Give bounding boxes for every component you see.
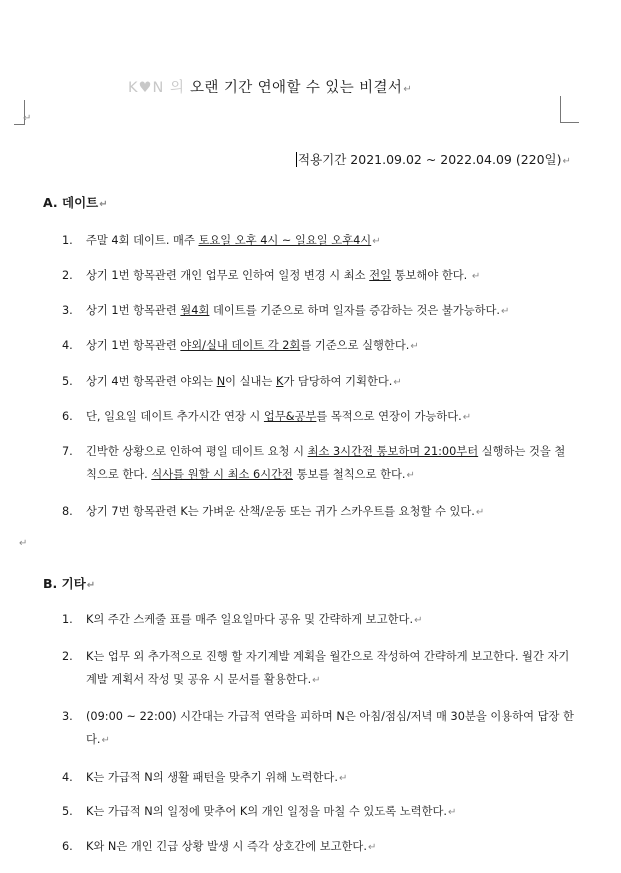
paragraph-mark-icon: ↵	[101, 735, 110, 746]
list-item	[62, 835, 574, 859]
application-period	[296, 150, 571, 168]
text-run: 상기 1번 항목관련	[86, 339, 181, 352]
paragraph-mark-icon: ↵	[86, 580, 96, 591]
paragraph-mark-icon: ↵	[475, 507, 485, 518]
item-number: 7.	[62, 445, 73, 458]
item-text	[86, 334, 574, 358]
list-item	[62, 608, 574, 632]
item-number: 8.	[62, 505, 73, 518]
item-text	[86, 299, 574, 323]
item-text	[86, 608, 574, 632]
text-run: 주말 4회 데이트. 매주	[86, 234, 199, 247]
item-number: 5.	[62, 375, 73, 388]
item-number: 2.	[62, 650, 73, 663]
paragraph-mark-icon: ↵	[414, 615, 423, 626]
paragraph-mark-icon: ↵	[462, 412, 472, 423]
text-cursor	[296, 152, 297, 167]
text-run: 실행하는 것을 철칙으로 한다.	[86, 445, 566, 481]
item-text	[86, 405, 574, 429]
list-item	[62, 800, 574, 824]
page-corner-mark-right	[560, 96, 579, 123]
item-text	[86, 705, 574, 752]
text-run: K는 업무 외 추가적으로 진행 할 자기계발 계획을 월간으로 작성하여 간략하게 보고한다. 월간 자기계발 계획서 작성 및 공유 시 문서를 활용한다.	[86, 650, 570, 686]
item-text	[86, 645, 574, 692]
underlined-text: 토요일 오후 4시 ~ 일요일 오후4시	[198, 234, 372, 247]
text-run: 가 담당하여 기획한다.	[283, 375, 393, 388]
paragraph-mark-icon: ↵	[338, 773, 348, 784]
text-run: 통보를 철칙으로 한다.	[292, 468, 406, 481]
paragraph-mark-icon: ↵	[471, 271, 481, 282]
item-text	[86, 500, 574, 524]
text-run: 긴박한 상황으로 인하여 평일 데이트 요청 시	[86, 445, 308, 458]
underlined-text: 월4회	[180, 304, 210, 317]
paragraph-mark-icon: ↵	[99, 199, 108, 210]
text-run: 상기 1번 항목관련 개인 업무로 인하여 일정 변경 시 최소	[86, 269, 370, 282]
paragraph-mark-icon: ↵	[403, 84, 413, 95]
paragraph-mark-icon: ↵	[23, 113, 32, 124]
text-run: 를 기준으로 실행한다.	[300, 339, 410, 352]
section-label: B. 기타	[43, 576, 86, 591]
item-number: 3.	[62, 710, 73, 723]
section-heading-a	[43, 193, 108, 211]
paragraph-mark-icon: ↵	[448, 807, 457, 818]
text-run: K는 가급적 N의 일정에 맞추어 K의 개인 일정을 마칠 수 있도록 노력한다.	[86, 805, 448, 818]
item-text	[86, 835, 574, 859]
paragraph-mark-icon: ↵	[410, 341, 419, 352]
paragraph-mark-icon: ↵	[393, 377, 402, 388]
item-number: 2.	[62, 269, 73, 282]
item-text	[86, 229, 574, 253]
text-run: 통보해야 한다.	[391, 269, 471, 282]
text-run: 상기 1번 항목관련	[86, 304, 181, 317]
text-run: K는 가급적 N의 생활 패턴을 맞추기 위해 노력한다.	[86, 771, 338, 784]
paragraph-mark-icon: ↵	[367, 842, 377, 853]
text-run: K와 N은 개인 긴급 상황 발생 시 즉각 상호간에 보고한다.	[86, 840, 367, 853]
list-item	[62, 334, 574, 358]
item-number: 4.	[62, 339, 73, 352]
list-item	[62, 370, 574, 394]
item-text	[86, 766, 574, 790]
paragraph-mark-icon: ↵	[19, 538, 28, 549]
paragraph-mark-icon: ↵	[406, 470, 415, 481]
item-text	[86, 440, 574, 487]
underlined-text: 식사를 원할 시 최소 6시간전	[151, 468, 293, 481]
section-heading-b	[43, 574, 95, 592]
title-text: 오랜 기간 연애할 수 있는 비결서	[184, 80, 403, 96]
list-item	[62, 766, 574, 790]
text-run: 이 실내는	[225, 375, 276, 388]
paragraph-mark-icon: ↵	[312, 675, 321, 686]
underlined-text: N	[216, 375, 226, 388]
underlined-text: 최소 3시간전 통보하며 21:00부터	[307, 445, 479, 458]
underlined-text: 전일	[369, 269, 392, 282]
item-number: 1.	[62, 613, 73, 626]
text-run: 상기 4번 항목관련 야외는	[86, 375, 217, 388]
document-title	[128, 76, 412, 97]
paragraph-mark-icon: ↵	[372, 236, 381, 247]
list-item	[62, 705, 574, 752]
underlined-text: 야외/실내 데이트 각 2회	[180, 339, 301, 352]
underlined-text: K	[275, 375, 284, 388]
item-number: 1.	[62, 234, 73, 247]
item-number: 6.	[62, 840, 73, 853]
underlined-text: 업무&공부	[263, 410, 317, 423]
item-text	[86, 370, 574, 394]
period-label: 적용기간	[298, 152, 347, 167]
item-number: 6.	[62, 410, 73, 423]
list-item	[62, 405, 574, 429]
item-number: 5.	[62, 805, 73, 818]
title-faded-prefix: K♥N 의	[128, 80, 185, 96]
period-dates: 2021.09.02 ~ 2022.04.09 (220일)	[346, 152, 562, 167]
list-item	[62, 299, 574, 323]
text-run: K의 주간 스케줄 표를 매주 일요일마다 공유 및 간략하게 보고한다.	[86, 613, 414, 626]
item-text	[86, 800, 574, 824]
text-run: 단, 일요일 데이트 추가시간 연장 시	[86, 410, 264, 423]
text-run: 를 목적으로 연장이 가능하다.	[316, 410, 462, 423]
text-run: 데이트를 기준으로 하며 일자를 증감하는 것은 불가능하다.	[209, 304, 501, 317]
list-item	[62, 229, 574, 253]
section-label: A. 데이트	[43, 195, 99, 210]
item-number: 3.	[62, 304, 73, 317]
text-run: (09:00 ~ 22:00) 시간대는 가급적 연락을 피하며 N은 아침/점심/저녁 매 30분을 이용하여 답장 한다.	[86, 710, 574, 746]
item-number: 4.	[62, 771, 73, 784]
list-item	[62, 440, 574, 487]
item-text	[86, 264, 574, 288]
list-item	[62, 645, 574, 692]
list-item	[62, 264, 574, 288]
paragraph-mark-icon: ↵	[562, 156, 571, 167]
text-run: 상기 7번 항목관련 K는 가벼운 산책/운동 또는 귀가 스카우트를 요청할 수 있다.	[86, 505, 475, 518]
paragraph-mark-icon: ↵	[501, 306, 510, 317]
list-item	[62, 500, 574, 524]
